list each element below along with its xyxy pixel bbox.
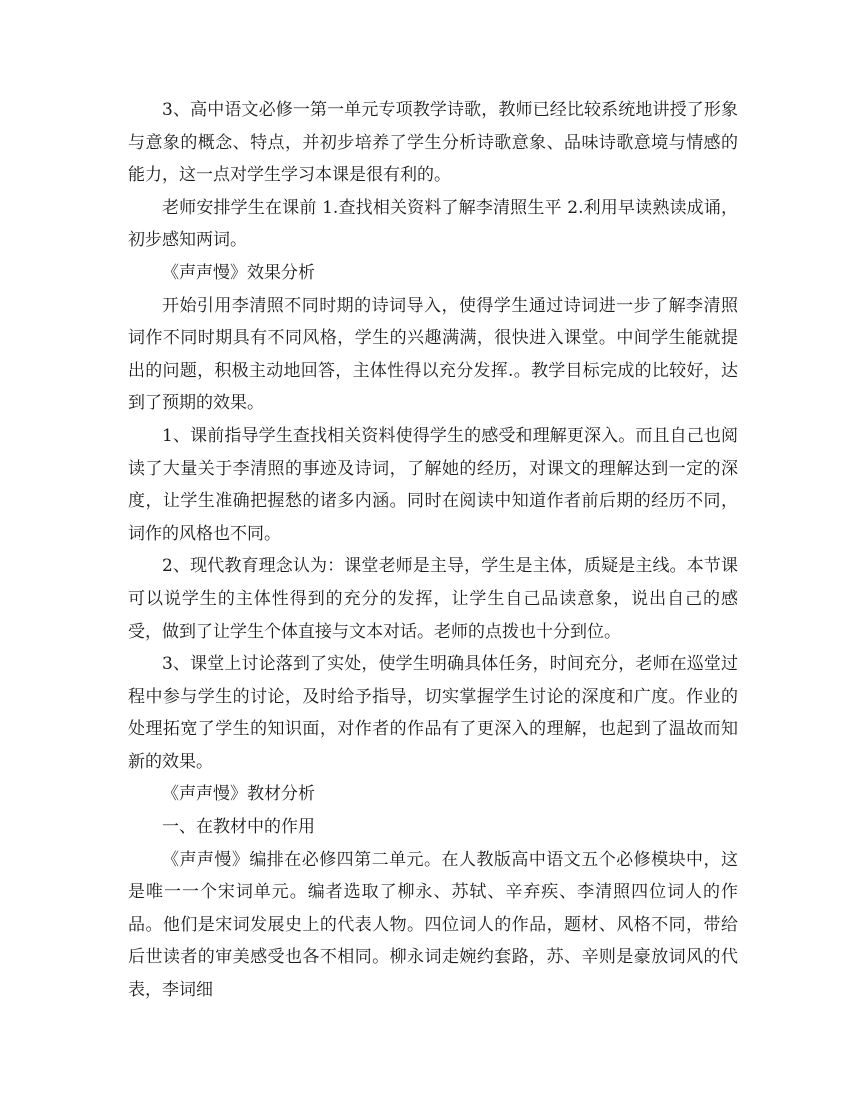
heading-textbook-analysis: 《声声慢》教材分析	[162, 784, 315, 805]
paragraph-prior-knowledge: 3、高中语文必修一第一单元专项教学诗歌，教师已经比较系统地讲授了形象与意象的概念、特点，并初步培养了学生分析诗歌意象、品味诗歌意境与情感的能力，这一点对学生学习本课是很有利的。	[128, 100, 738, 186]
paragraph-effect-summary: 开始引用李清照不同时期的诗词导入，使得学生通过诗词进一步了解李清照词作不同时期具有不同风格，学生的兴趣满满，很快进入课堂。中间学生能就提出的问题，积极主动地回答，主体性得以充分发挥.。教学目标完成的比较好，达到了预期的效果。	[128, 295, 738, 414]
paragraph-point-2: 2、现代教育理念认为：课堂老师是主导，学生是主体，质疑是主线。本节课可以说学生的主体性得到的充分的发挥，让学生自己品读意象，说出自己的感受，做到了让学生个体直接与文本对话。老师的点拨也十分到位。	[128, 556, 738, 642]
heading-role-in-textbook: 一、在教材中的作用	[162, 817, 315, 838]
paragraph-role-description: 《声声慢》编排在必修四第二单元。在人教版高中语文五个必修模块中，这是唯一一个宋词单元。编者选取了柳永、苏轼、辛弃疾、李清照四位词人的作品。他们是宋词发展史上的代表人物。四位词人的作品，题材、风格不同，带给后世读者的审美感受也各不相同。柳永词走婉约套路，苏、辛则是豪放词风的代表，李词细	[128, 849, 738, 1001]
heading-effect-analysis: 《声声慢》效果分析	[162, 262, 315, 283]
document-body	[128, 94, 738, 1007]
paragraph-preview-arrangement: 老师安排学生在课前 1.查找相关资料了解李清照生平 2.利用早读熟读成诵，初步感知两词。	[128, 197, 738, 251]
paragraph-point-1: 1、课前指导学生查找相关资料使得学生的感受和理解更深入。而且自己也阅读了大量关于李清照的事迹及诗词，了解她的经历，对课文的理解达到一定的深度，让学生准确把握愁的诸多内涵。同时在阅读中知道作者前后期的经历不同，词作的风格也不同。	[128, 425, 738, 544]
paragraph-point-3: 3、课堂上讨论落到了实处，使学生明确具体任务，时间充分，老师在巡堂过程中参与学生的讨论，及时给予指导，切实掌握学生讨论的深度和广度。作业的处理拓宽了学生的知识面，对作者的作品有了更深入的理解，也起到了温故而知新的效果。	[128, 654, 738, 772]
